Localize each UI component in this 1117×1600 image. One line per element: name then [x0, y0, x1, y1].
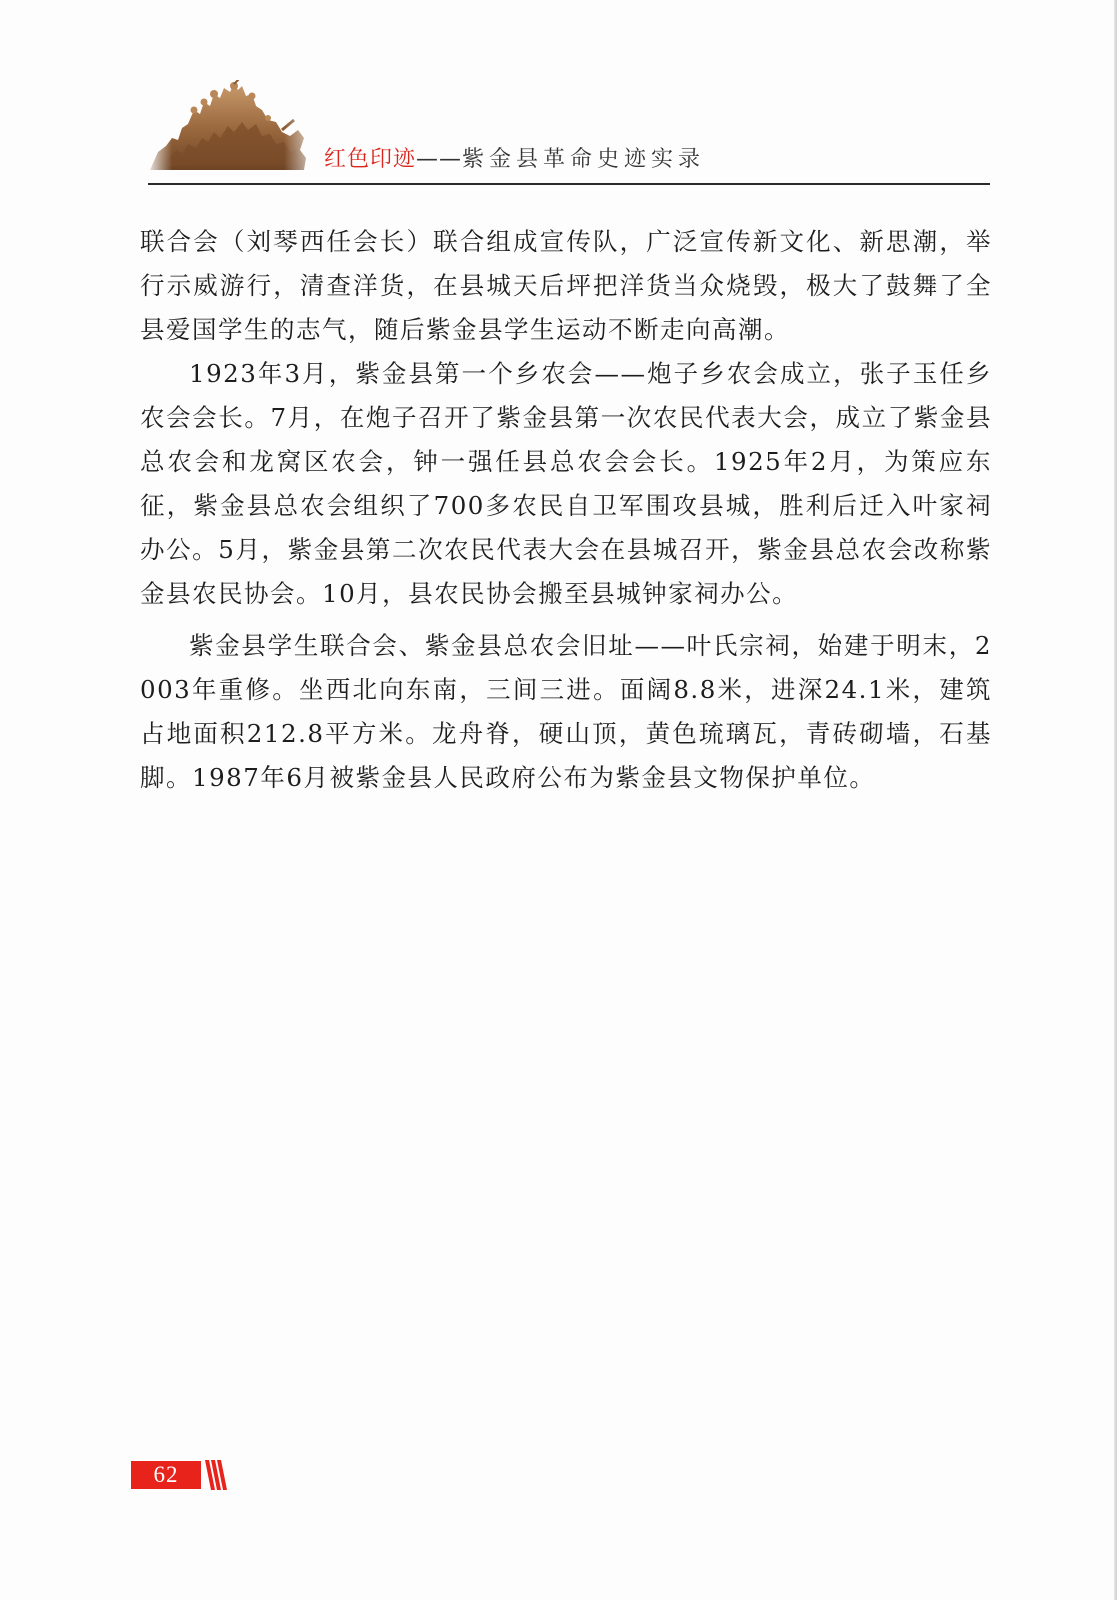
paragraph-3: 紫金县学生联合会、紫金县总农会旧址——叶氏宗祠，始建于明末，2003年重修。坐西北向东南，三间三进。面阔8.8米，进深24.1米，建筑占地面积212.8平方米。龙舟脊，硬山顶，黄色琉璃瓦，青砖砌墙，石基脚。1987年6月被紫金县人民政府公布为紫金县文物保护单位。	[140, 631, 992, 792]
paragraph-2: 1923年3月，紫金县第一个乡农会——炮子乡农会成立，张子玉任乡农会会长。7月，在炮子召开了紫金县第一次农民代表大会，成立了紫金县总农会和龙窝区农会，钟一强任县总农会会长。1925年2月，为策应东征，紫金县总农会组织了700多农民自卫军围攻县城，胜利后迁入叶家祠办公。5月，紫金县第二次农民代表大会在县城召开，紫金县总农会改称紫金县农民协会。10月，县农民协会搬至县城钟家祠办公。	[140, 359, 992, 608]
book-subtitle: 紫金县革命史迹实录	[462, 147, 706, 172]
page-number-block	[131, 1460, 227, 1490]
title-separator: ——	[416, 147, 463, 172]
header-rule	[148, 183, 990, 185]
revolutionary-sculpture-icon	[148, 80, 308, 172]
paragraph-gap	[140, 616, 992, 624]
page-number-stripes-icon	[205, 1460, 227, 1490]
body-text	[140, 220, 992, 800]
book-title-red: 红色印迹	[324, 147, 417, 172]
running-head-title	[324, 146, 705, 174]
paragraph-1: 联合会（刘琴西任会长）联合组成宣传队，广泛宣传新文化、新思潮，举行示威游行，清查洋货，在县城天后坪把洋货当众烧毁，极大了鼓舞了全县爱国学生的志气，随后紫金县学生运动不断走向高潮。	[140, 227, 992, 344]
page-number: 62	[131, 1461, 201, 1489]
page-header	[148, 80, 990, 190]
